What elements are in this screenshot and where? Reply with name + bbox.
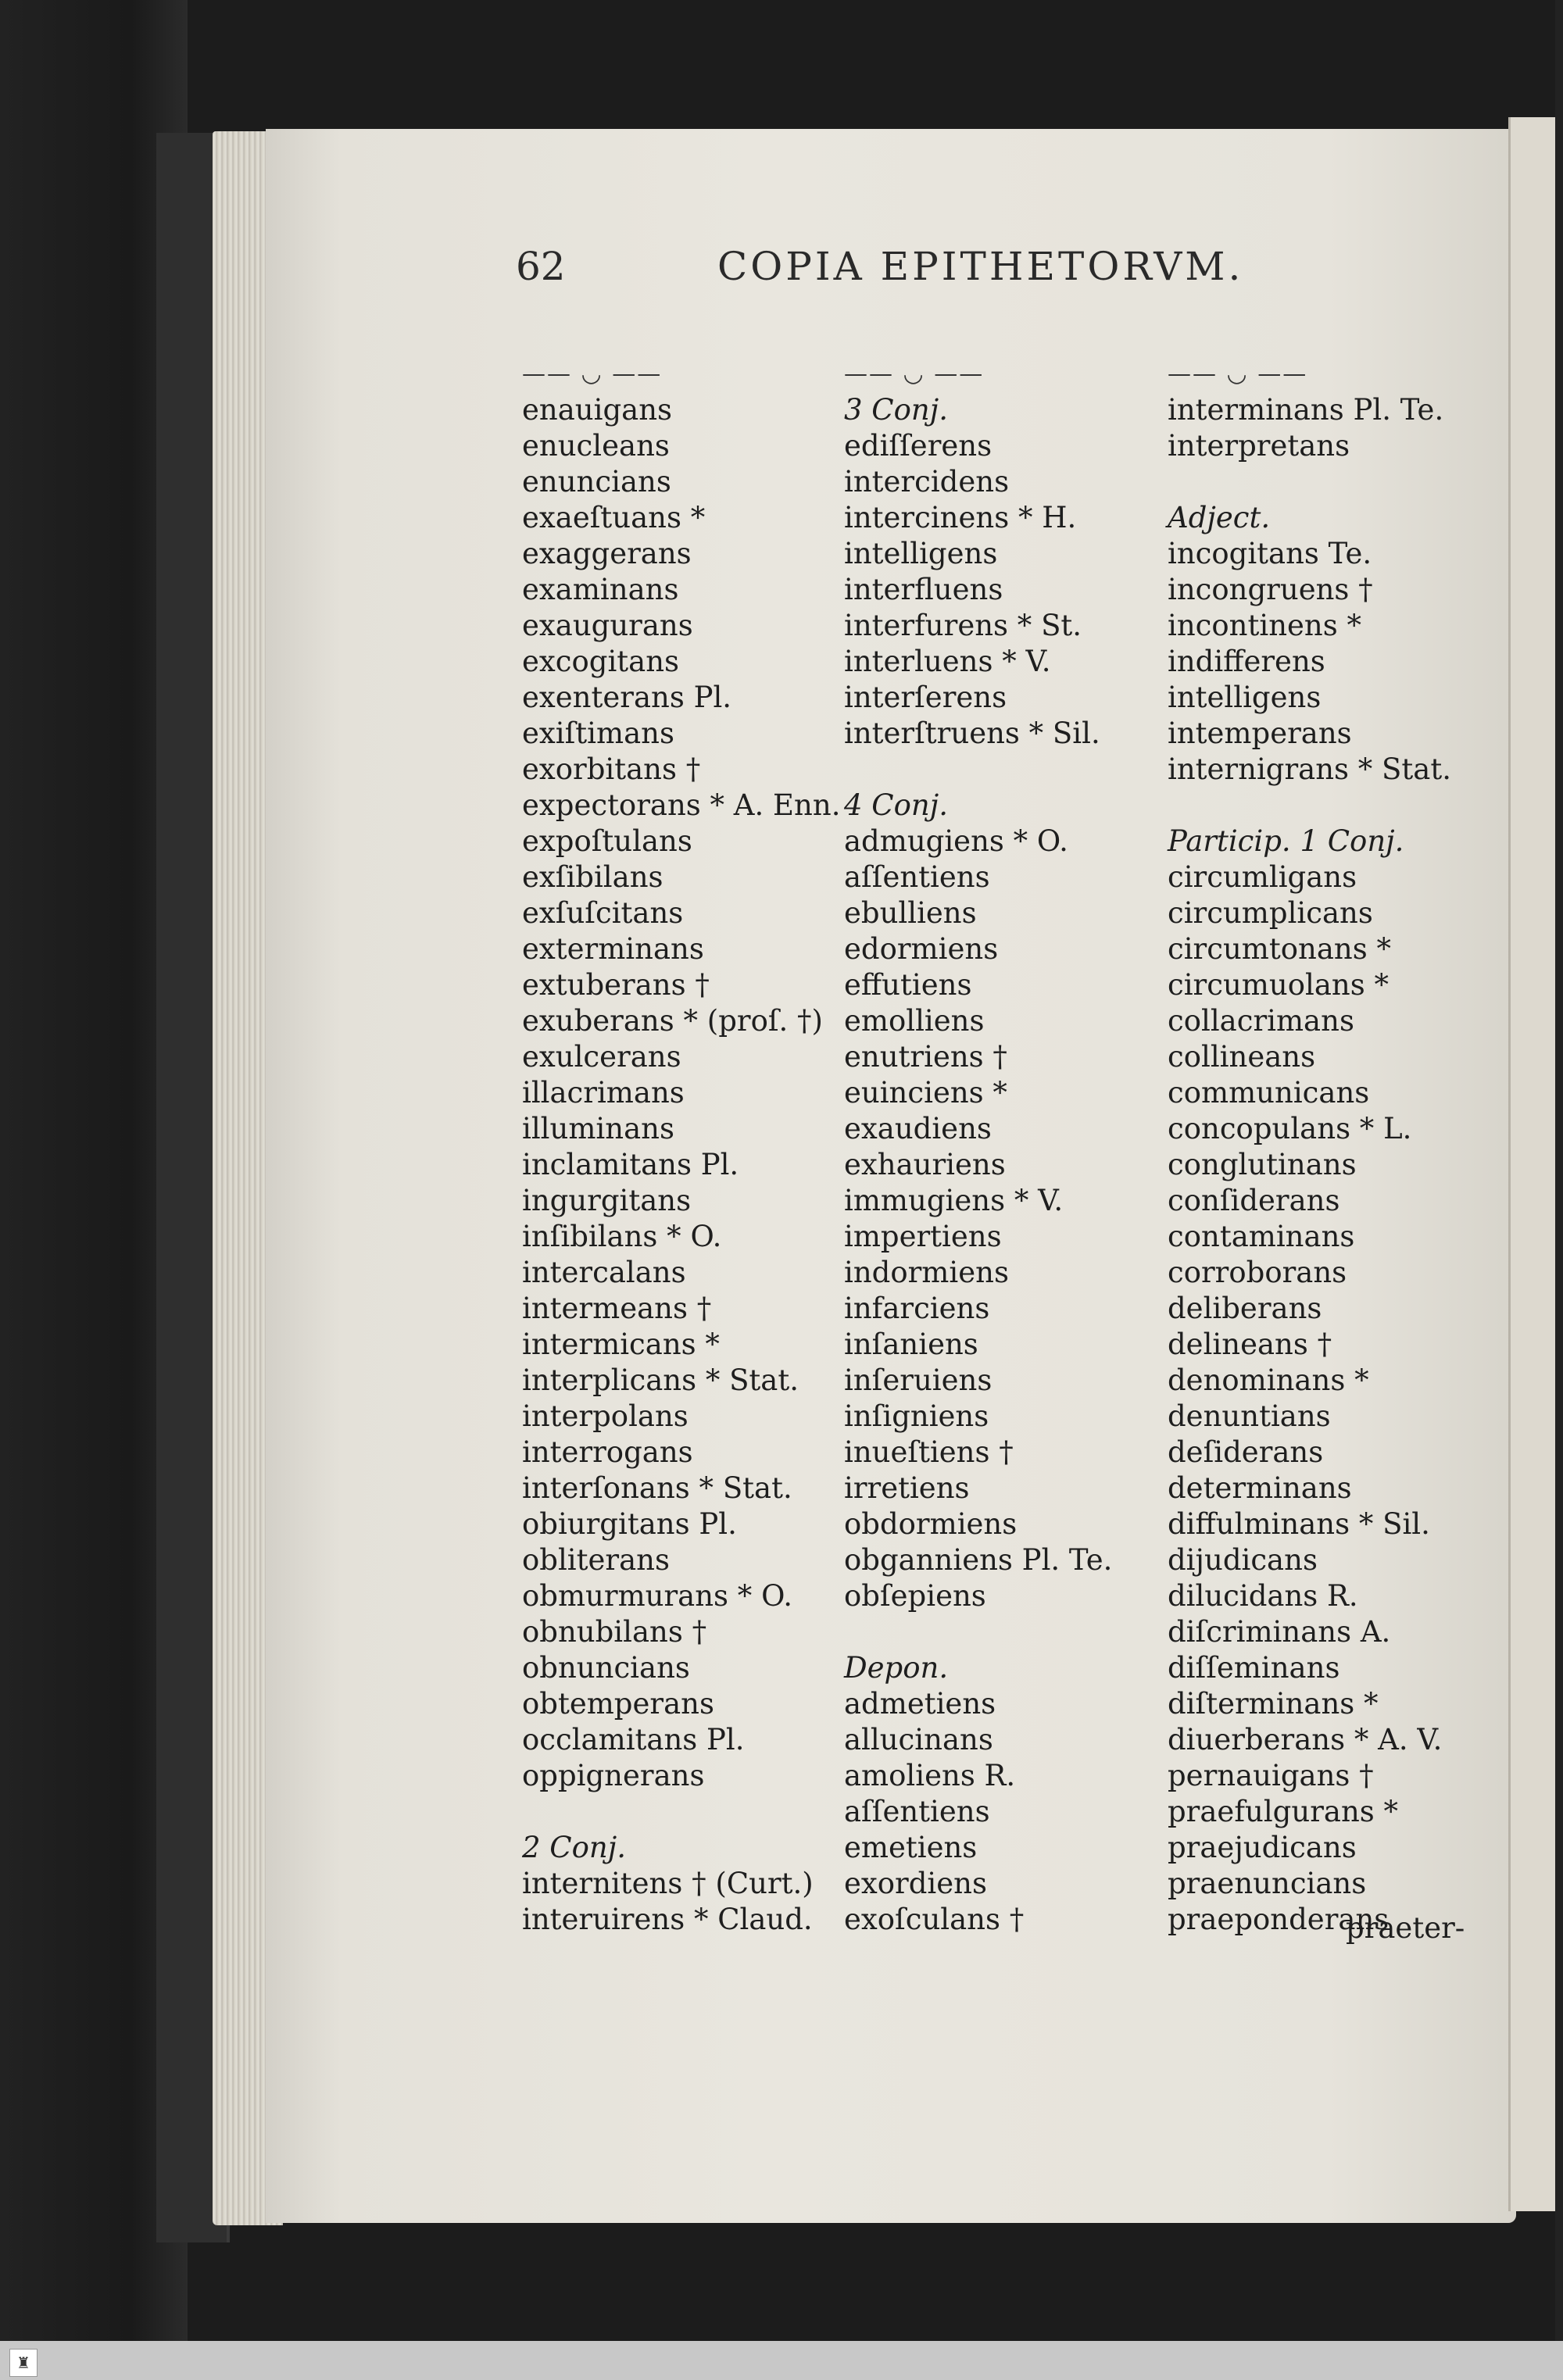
column-1-line: excogitans bbox=[522, 645, 680, 678]
column-3-line: intemperans bbox=[1168, 717, 1352, 750]
column-2-line: 4 Conj. bbox=[844, 788, 948, 822]
column-3-line: praeponderans bbox=[1168, 1903, 1390, 1936]
column-2-line: obdormiens bbox=[844, 1507, 1018, 1541]
column-3-line: concopulans * L. bbox=[1168, 1112, 1412, 1145]
column-2-line: inſigniens bbox=[844, 1399, 989, 1433]
column-2-line: enutriens † bbox=[844, 1040, 1007, 1074]
column-3-line: circumligans bbox=[1168, 860, 1357, 894]
column-2-line: indormiens bbox=[844, 1256, 1009, 1289]
column-1-line: enuncians bbox=[522, 465, 671, 499]
column-1-line: intermicans * bbox=[522, 1328, 720, 1361]
column-2-line: exoſculans † bbox=[844, 1903, 1025, 1936]
column-3-line: circumtonans * bbox=[1168, 932, 1391, 966]
column-3-line: pernauigans † bbox=[1168, 1759, 1374, 1792]
column-1-line: enucleans bbox=[522, 429, 670, 463]
column-3 bbox=[1168, 356, 1480, 1938]
column-1-line: expoſtulans bbox=[522, 824, 692, 858]
column-1-line: interplicans * Stat. bbox=[522, 1363, 799, 1397]
column-3-line: interpretans bbox=[1168, 429, 1350, 463]
column-2-line: Depon. bbox=[844, 1651, 949, 1685]
column-3-line: indifferens bbox=[1168, 645, 1325, 678]
column-2-line: intelligens bbox=[844, 537, 998, 570]
library-logo-icon: ♜ bbox=[9, 2349, 38, 2377]
column-3-line: deliberans bbox=[1168, 1292, 1322, 1325]
column-2-line: immugiens * V. bbox=[844, 1184, 1064, 1217]
column-1-line: illacrimans bbox=[522, 1076, 685, 1110]
column-3-line: praenuncians bbox=[1168, 1867, 1367, 1900]
column-2-line: edormiens bbox=[844, 932, 999, 966]
column-2-line: amoliens R. bbox=[844, 1759, 1016, 1792]
viewer-footer-bar bbox=[0, 2341, 1563, 2380]
column-3-line: communicans bbox=[1168, 1076, 1370, 1110]
column-2-line: 3 Conj. bbox=[844, 393, 948, 427]
column-1-line: exterminans bbox=[522, 932, 704, 966]
column-2-line: aſſentiens bbox=[844, 1795, 990, 1828]
column-1-line: obmurmurans * O. bbox=[522, 1579, 792, 1613]
column-1-line: obnubilans † bbox=[522, 1615, 707, 1649]
column-3-line: corroborans bbox=[1168, 1256, 1347, 1289]
column-2-line bbox=[844, 1614, 1157, 1650]
column-1-line: exaggerans bbox=[522, 537, 692, 570]
column-1-line: interſonans * Stat. bbox=[522, 1471, 792, 1505]
column-3-line: deſiderans bbox=[1168, 1435, 1324, 1469]
column-1 bbox=[522, 356, 841, 1938]
column-2-line: irretiens bbox=[844, 1471, 970, 1505]
column-2-line: intercidens bbox=[844, 465, 1010, 499]
column-3-line: diuerberans * A. V. bbox=[1168, 1723, 1443, 1756]
column-1-line: interrogans bbox=[522, 1435, 693, 1469]
column-3-line: delineans † bbox=[1168, 1328, 1332, 1361]
column-2-line: interluens * V. bbox=[844, 645, 1051, 678]
column-1-line: exſuſcitans bbox=[522, 896, 684, 930]
column-1-line: exorbitans † bbox=[522, 752, 701, 786]
column-1-line: occlamitans Pl. bbox=[522, 1723, 745, 1756]
column-2-line: emetiens bbox=[844, 1831, 978, 1864]
column-3-line: diſſeminans bbox=[1168, 1651, 1340, 1685]
column-3-line: denominans * bbox=[1168, 1363, 1369, 1397]
column-1-line: exſibilans bbox=[522, 860, 663, 894]
column-3-line: conſiderans bbox=[1168, 1184, 1340, 1217]
column-3-line: diſcriminans A. bbox=[1168, 1615, 1391, 1649]
column-3-line: Adject. bbox=[1168, 501, 1271, 534]
column-2-line: inſaniens bbox=[844, 1328, 978, 1361]
column-2-line: intercinens * H. bbox=[844, 501, 1077, 534]
column-1-line: extuberans † bbox=[522, 968, 710, 1002]
column-2-line: allucinans bbox=[844, 1723, 993, 1756]
column-2-line: obganniens Pl. Te. bbox=[844, 1543, 1113, 1577]
column-1-line: 2 Conj. bbox=[522, 1831, 626, 1864]
column-1-line: internitens † (Curt.) bbox=[522, 1867, 814, 1900]
column-2-line: infarciens bbox=[844, 1292, 990, 1325]
column-1-line: obiurgitans Pl. bbox=[522, 1507, 737, 1541]
column-2-line: admugiens * O. bbox=[844, 824, 1068, 858]
column-1-line: illuminans bbox=[522, 1112, 674, 1145]
column-2-line: obſepiens bbox=[844, 1579, 986, 1613]
column-2-line: emolliens bbox=[844, 1004, 985, 1038]
column-2-line: interfurens * St. bbox=[844, 609, 1082, 642]
column-3-line: intelligens bbox=[1168, 681, 1322, 714]
column-3-line: conglutinans bbox=[1168, 1148, 1357, 1181]
column-3-line: circumplicans bbox=[1168, 896, 1373, 930]
column-3-line: incontinens * bbox=[1168, 609, 1361, 642]
background-right bbox=[1555, 0, 1563, 2344]
column-3-line: —— ◡ —— bbox=[1168, 360, 1308, 388]
column-3-line: Particip. 1 Conj. bbox=[1168, 824, 1404, 858]
column-1-line: inſibilans * O. bbox=[522, 1220, 722, 1253]
column-3-line: denuntians bbox=[1168, 1399, 1331, 1433]
column-3-line bbox=[1168, 788, 1480, 824]
column-1-line: oppignerans bbox=[522, 1759, 705, 1792]
column-1-line: interpolans bbox=[522, 1399, 689, 1433]
column-2-line: impertiens bbox=[844, 1220, 1002, 1253]
column-2-line: aſſentiens bbox=[844, 860, 990, 894]
column-2-line: exhauriens bbox=[844, 1148, 1006, 1181]
column-3-line: internigrans * Stat. bbox=[1168, 752, 1451, 786]
column-2-line: inſeruiens bbox=[844, 1363, 993, 1397]
column-3-line: diſterminans * bbox=[1168, 1687, 1379, 1721]
column-3-line: circumuolans * bbox=[1168, 968, 1389, 1002]
running-title: COPIA EPITHETORVM. bbox=[717, 244, 1244, 289]
column-1-line: obtemperans bbox=[522, 1687, 714, 1721]
page-number: 62 bbox=[516, 244, 566, 289]
column-1-line: expectorans * A. Enn. bbox=[522, 788, 841, 822]
column-2-line bbox=[844, 752, 1157, 788]
column-1-line: interuirens * Claud. bbox=[522, 1903, 813, 1936]
column-3-line: praefulgurans * bbox=[1168, 1795, 1399, 1828]
column-3-line: diffulminans * Sil. bbox=[1168, 1507, 1430, 1541]
page-header bbox=[0, 244, 1563, 291]
column-3-line: collineans bbox=[1168, 1040, 1316, 1074]
column-2-line: exordiens bbox=[844, 1867, 987, 1900]
column-1-line: obnuncians bbox=[522, 1651, 690, 1685]
column-3-line: incongruens † bbox=[1168, 573, 1373, 606]
column-3-line: praejudicans bbox=[1168, 1831, 1357, 1864]
column-1-line: exiſtimans bbox=[522, 717, 674, 750]
column-3-line: dilucidans R. bbox=[1168, 1579, 1358, 1613]
column-2-line: euinciens * bbox=[844, 1076, 1007, 1110]
column-3-line: determinans bbox=[1168, 1471, 1352, 1505]
column-1-line: intermeans † bbox=[522, 1292, 712, 1325]
column-1-line: exuberans * (proſ. †) bbox=[522, 1004, 823, 1038]
column-3-line: dijudicans bbox=[1168, 1543, 1318, 1577]
column-3-line: collacrimans bbox=[1168, 1004, 1354, 1038]
column-1-line: exenterans Pl. bbox=[522, 681, 732, 714]
catchword: praeter- bbox=[1346, 1911, 1465, 1945]
column-2-line: exaudiens bbox=[844, 1112, 992, 1145]
column-1-line: ingurgitans bbox=[522, 1184, 692, 1217]
column-1-line: exaeſtuans * bbox=[522, 501, 706, 534]
column-1-line: obliterans bbox=[522, 1543, 670, 1577]
column-1-line: exulcerans bbox=[522, 1040, 681, 1074]
column-2 bbox=[844, 356, 1157, 1938]
column-3-line: interminans Pl. Te. bbox=[1168, 393, 1444, 427]
column-1-line: intercalans bbox=[522, 1256, 686, 1289]
column-2-line: effutiens bbox=[844, 968, 972, 1002]
column-1-line: enauigans bbox=[522, 393, 673, 427]
column-2-line: ediſſerens bbox=[844, 429, 993, 463]
column-2-line: interfluens bbox=[844, 573, 1003, 606]
column-1-line: inclamitans Pl. bbox=[522, 1148, 739, 1181]
column-2-line: interſtruens * Sil. bbox=[844, 717, 1100, 750]
column-2-line: inueſtiens † bbox=[844, 1435, 1014, 1469]
column-1-line: —— ◡ —— bbox=[522, 360, 663, 388]
column-2-line: admetiens bbox=[844, 1687, 996, 1721]
column-2-line: interſerens bbox=[844, 681, 1007, 714]
column-1-line: examinans bbox=[522, 573, 679, 606]
column-1-line bbox=[522, 1794, 835, 1830]
column-3-line: incogitans Te. bbox=[1168, 537, 1372, 570]
column-1-line: exaugurans bbox=[522, 609, 693, 642]
column-3-line: contaminans bbox=[1168, 1220, 1355, 1253]
column-3-line bbox=[1168, 464, 1480, 500]
column-2-line: —— ◡ —— bbox=[844, 360, 985, 388]
column-2-line: ebulliens bbox=[844, 896, 977, 930]
